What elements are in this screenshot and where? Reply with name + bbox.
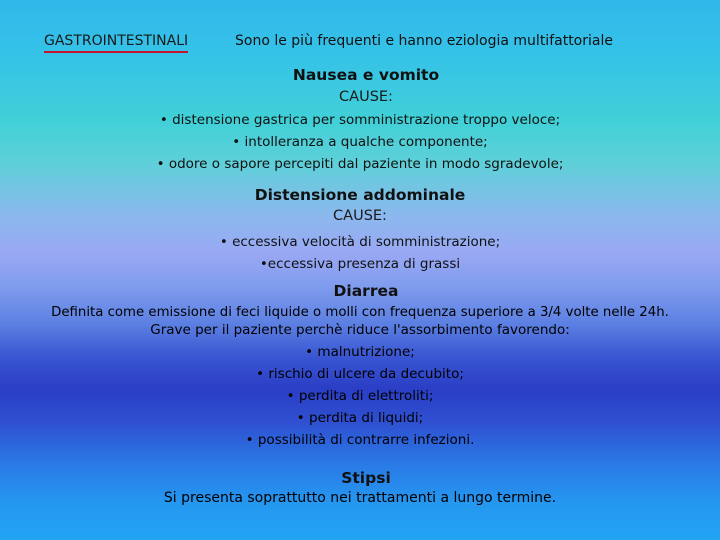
diarrea-heading: Diarrea — [333, 282, 399, 300]
section-subtitle: Sono le più frequenti e hanno eziologia multifattoriale — [235, 33, 613, 49]
diarrea-item: • perdita di elettroliti; — [286, 388, 434, 404]
diarrea-item: • malnutrizione; — [305, 344, 415, 360]
nausea-heading: Nausea e vomito — [292, 66, 440, 84]
section-tag: GASTROINTESTINALI — [44, 32, 188, 53]
nausea-item: • intolleranza a qualche componente; — [232, 134, 488, 150]
distensione-item: •eccessiva presenza di grassi — [259, 256, 461, 272]
distensione-cause-label: CAUSE: — [333, 208, 387, 224]
distensione-item: • eccessiva velocità di somministrazione; — [219, 234, 501, 250]
diarrea-item: • possibilità di contrarre infezioni. — [245, 432, 475, 448]
stipsi-description: Si presenta soprattutto nei trattamenti a lungo termine. — [163, 490, 557, 506]
diarrea-item: • rischio di ulcere da decubito; — [256, 366, 464, 382]
diarrea-item: • perdita di liquidi; — [296, 410, 424, 426]
nausea-item: • odore o sapore percepiti dal paziente in modo sgradevole; — [156, 156, 564, 172]
nausea-item: • distensione gastrica per somministrazione troppo veloce; — [159, 112, 561, 128]
stipsi-heading: Stipsi — [341, 469, 391, 487]
diarrea-description: Grave per il paziente perchè riduce l'assorbimento favorendo: — [150, 322, 570, 338]
distensione-heading: Distensione addominale — [254, 186, 466, 204]
nausea-cause-label: CAUSE: — [339, 89, 393, 105]
diarrea-description: Definita come emissione di feci liquide o molli con frequenza superiore a 3/4 volte nelle 24h. — [51, 305, 669, 320]
